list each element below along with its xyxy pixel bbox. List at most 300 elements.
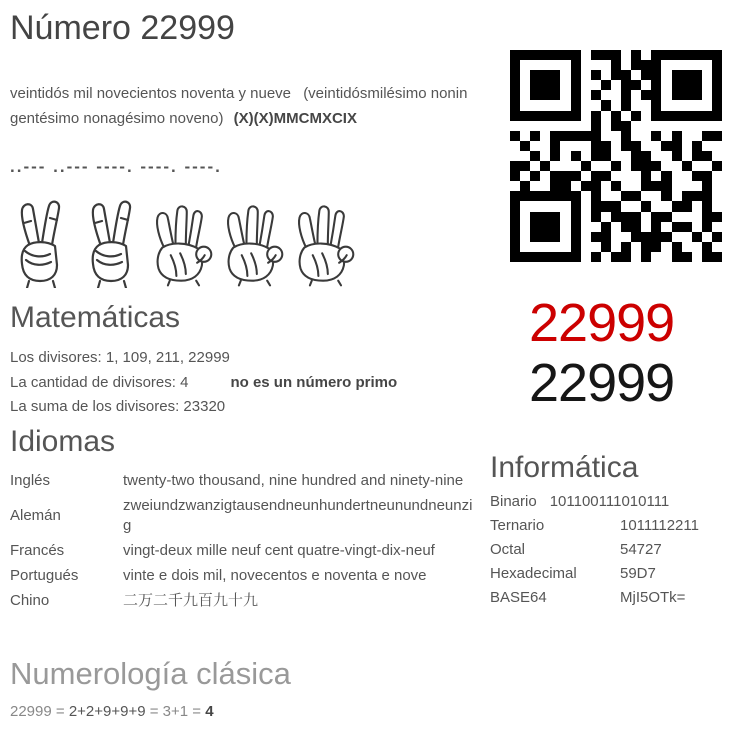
qr-module (530, 161, 540, 171)
qr-module (712, 131, 722, 141)
qr-module (550, 80, 560, 90)
numeral-system-value: MjI5OTk= (620, 589, 686, 606)
qr-module (510, 60, 520, 70)
qr-module (692, 151, 702, 161)
qr-module (540, 222, 550, 232)
qr-module (591, 181, 601, 191)
qr-module (672, 201, 682, 211)
qr-module (571, 212, 581, 222)
qr-module (540, 90, 550, 100)
language-row (10, 468, 473, 493)
formula-digits: 2+2+9+9+9 (68, 703, 146, 720)
qr-module (611, 90, 621, 100)
qr-module (540, 111, 550, 121)
qr-module (520, 181, 530, 191)
qr-module (550, 181, 560, 191)
qr-module (560, 100, 570, 110)
qr-module (712, 171, 722, 181)
qr-module (591, 242, 601, 252)
qr-module (641, 121, 651, 131)
qr-module (621, 70, 631, 80)
qr-module (510, 141, 520, 151)
qr-module (530, 111, 540, 121)
qr-module (661, 171, 671, 181)
qr-module (520, 80, 530, 90)
qr-module (672, 242, 682, 252)
qr-module (510, 201, 520, 211)
qr-module (530, 151, 540, 161)
qr-module (560, 80, 570, 90)
qr-module (702, 100, 712, 110)
qr-module (530, 242, 540, 252)
qr-module (682, 222, 692, 232)
qr-module (571, 201, 581, 211)
qr-module (510, 151, 520, 161)
qr-module (591, 191, 601, 201)
language-label: Chino (10, 592, 50, 609)
qr-module (571, 222, 581, 232)
qr-module (631, 121, 641, 131)
qr-module (692, 70, 702, 80)
page-title: Número 22999 (10, 9, 235, 47)
qr-module (520, 242, 530, 252)
qr-module (550, 232, 560, 242)
qr-module (571, 111, 581, 121)
qr-module (550, 70, 560, 80)
qr-module (591, 80, 601, 90)
qr-module (530, 80, 540, 90)
qr-module (581, 171, 591, 181)
qr-module (611, 212, 621, 222)
qr-module (651, 80, 661, 90)
qr-module (672, 181, 682, 191)
qr-module (661, 60, 671, 70)
numeral-system-row (490, 490, 699, 514)
qr-module (712, 181, 722, 191)
qr-module (560, 252, 570, 262)
qr-module (581, 141, 591, 151)
qr-module (510, 212, 520, 222)
qr-module (530, 252, 540, 262)
language-label: Portugués (10, 567, 79, 584)
qr-module (651, 60, 661, 70)
qr-module (581, 242, 591, 252)
section-heading-matematicas: Matemáticas (10, 301, 181, 334)
qr-module (560, 191, 570, 201)
qr-module (692, 80, 702, 90)
qr-module (702, 50, 712, 60)
qr-module (712, 80, 722, 90)
not-prime-label: no es un número primo (230, 373, 398, 391)
hand-sign-9-icon (292, 196, 358, 288)
qr-module (661, 212, 671, 222)
qr-module (560, 111, 570, 121)
qr-module (560, 131, 570, 141)
qr-module (510, 111, 520, 121)
qr-module (581, 60, 591, 70)
qr-module (621, 181, 631, 191)
qr-module (631, 181, 641, 191)
qr-module (550, 111, 560, 121)
qr-module (641, 161, 651, 171)
qr-module (702, 181, 712, 191)
qr-module (510, 50, 520, 60)
qr-module (692, 131, 702, 141)
qr-module (520, 50, 530, 60)
qr-module (571, 181, 581, 191)
qr-module (702, 191, 712, 201)
qr-module (641, 181, 651, 191)
qr-module (520, 191, 530, 201)
qr-module (692, 111, 702, 121)
formula-mid: = 3+1 = (145, 703, 206, 720)
qr-module (510, 181, 520, 191)
qr-module (621, 161, 631, 171)
qr-module (581, 232, 591, 242)
qr-module (601, 50, 611, 60)
qr-module (692, 90, 702, 100)
qr-module (651, 70, 661, 80)
qr-module (712, 201, 722, 211)
qr-module (581, 50, 591, 60)
qr-module (520, 90, 530, 100)
qr-module (520, 201, 530, 211)
qr-module (571, 70, 581, 80)
qr-module (571, 60, 581, 70)
divisor-sum-line: La suma de los divisores: 23320 (10, 398, 226, 415)
qr-module (631, 232, 641, 242)
qr-module (661, 201, 671, 211)
qr-module (672, 111, 682, 121)
qr-module (621, 151, 631, 161)
matematicas-lines (10, 346, 397, 420)
qr-module (581, 70, 591, 80)
numeral-system-value: 54727 (620, 541, 662, 558)
numeral-system-row (490, 562, 699, 586)
qr-module (712, 50, 722, 60)
qr-module (621, 90, 631, 100)
qr-module (591, 171, 601, 181)
qr-module (672, 131, 682, 141)
language-value: zweiundzwanzigtausendneunhundertneunundneunzig (123, 496, 473, 534)
qr-module (641, 222, 651, 232)
qr-module (560, 201, 570, 211)
qr-module (560, 242, 570, 252)
qr-module (601, 171, 611, 181)
formula-prefix: 22999 = (10, 703, 69, 720)
qr-module (611, 111, 621, 121)
qr-module (641, 171, 651, 181)
qr-module (692, 141, 702, 151)
qr-module (702, 60, 712, 70)
qr-module (682, 60, 692, 70)
qr-module (591, 151, 601, 161)
qr-module (591, 212, 601, 222)
qr-module (601, 121, 611, 131)
qr-module (661, 151, 671, 161)
qr-module (550, 201, 560, 211)
qr-module (550, 121, 560, 131)
qr-module (672, 80, 682, 90)
qr-module (601, 141, 611, 151)
qr-module (631, 100, 641, 110)
qr-module (601, 60, 611, 70)
qr-module (591, 111, 601, 121)
language-value: vinte e dois mil, novecentos e noventa e nove (123, 566, 427, 584)
qr-module (651, 242, 661, 252)
qr-module (651, 181, 661, 191)
qr-module (520, 131, 530, 141)
qr-module (540, 70, 550, 80)
qr-module (661, 222, 671, 232)
hand-sign-2-icon (79, 196, 145, 288)
qr-module (540, 252, 550, 262)
divisor-count-line: La cantidad de divisores: 4 no es un número primo (10, 373, 398, 391)
qr-module (712, 90, 722, 100)
qr-module (611, 121, 621, 131)
qr-module (581, 201, 591, 211)
qr-module (571, 121, 581, 131)
qr-module (510, 191, 520, 201)
qr-module (601, 201, 611, 211)
language-label: Alemán (10, 507, 61, 524)
qr-module (661, 141, 671, 151)
qr-module (661, 90, 671, 100)
numeral-system-label: BASE64 (490, 589, 547, 606)
qr-module (682, 90, 692, 100)
number-in-words (10, 81, 474, 131)
qr-module (540, 60, 550, 70)
qr-module (591, 121, 601, 131)
qr-module (631, 90, 641, 100)
language-row (10, 538, 473, 563)
qr-module (550, 50, 560, 60)
qr-module (540, 141, 550, 151)
qr-module (550, 100, 560, 110)
qr-module (631, 252, 641, 262)
qr-module (641, 50, 651, 60)
qr-module (682, 252, 692, 262)
qr-module (661, 50, 671, 60)
qr-module (530, 100, 540, 110)
qr-module (530, 212, 540, 222)
qr-module (560, 232, 570, 242)
qr-module (702, 171, 712, 181)
qr-module (550, 151, 560, 161)
qr-module (692, 161, 702, 171)
qr-module (672, 171, 682, 181)
qr-module (621, 232, 631, 242)
qr-module (611, 50, 621, 60)
qr-module (702, 90, 712, 100)
numeral-system-value: 101100111010111 (549, 493, 670, 510)
qr-module (702, 232, 712, 242)
qr-module (601, 191, 611, 201)
qr-module (692, 222, 702, 232)
qr-module (672, 161, 682, 171)
qr-module (611, 141, 621, 151)
qr-module (651, 222, 661, 232)
qr-module (560, 171, 570, 181)
qr-module (631, 141, 641, 151)
qr-module (601, 111, 611, 121)
qr-module (560, 212, 570, 222)
numeral-system-row (490, 514, 699, 538)
qr-module (571, 252, 581, 262)
qr-module (591, 201, 601, 211)
qr-module (601, 181, 611, 191)
qr-module (530, 131, 540, 141)
qr-module (712, 222, 722, 232)
qr-module (581, 151, 591, 161)
qr-module (651, 151, 661, 161)
qr-module (611, 80, 621, 90)
qr-module (641, 151, 651, 161)
qr-module (530, 60, 540, 70)
qr-module (530, 121, 540, 131)
qr-module (540, 242, 550, 252)
qr-module (621, 201, 631, 211)
qr-module (682, 201, 692, 211)
qr-module (672, 212, 682, 222)
qr-module (530, 232, 540, 242)
qr-module (621, 100, 631, 110)
qr-module (581, 100, 591, 110)
qr-module (510, 242, 520, 252)
qr-module (672, 151, 682, 161)
qr-module (651, 232, 661, 242)
qr-module (550, 212, 560, 222)
numeral-system-label: Hexadecimal (490, 565, 577, 582)
qr-module (530, 222, 540, 232)
qr-module (651, 131, 661, 141)
numerology-formula (10, 703, 214, 720)
big-number-black: 22999 (529, 353, 675, 413)
qr-module (550, 131, 560, 141)
qr-module (560, 121, 570, 131)
qr-module (651, 50, 661, 60)
qr-module (672, 70, 682, 80)
qr-module (651, 201, 661, 211)
qr-module (611, 201, 621, 211)
qr-module (510, 171, 520, 181)
qr-module (631, 111, 641, 121)
qr-module (581, 161, 591, 171)
qr-module (601, 100, 611, 110)
qr-module (540, 131, 550, 141)
hand-sign-2-icon (8, 196, 74, 288)
qr-module (682, 131, 692, 141)
qr-module (510, 70, 520, 80)
qr-module (651, 191, 661, 201)
qr-module (692, 201, 702, 211)
qr-module (611, 70, 621, 80)
number-words-es: veintidós mil novecientos noventa y nueve (10, 85, 292, 102)
qr-module (712, 121, 722, 131)
qr-module (510, 90, 520, 100)
numeral-system-label: Ternario (490, 517, 545, 534)
qr-module (560, 70, 570, 80)
qr-module (641, 111, 651, 121)
qr-module (571, 171, 581, 181)
section-heading-idiomas: Idiomas (10, 425, 116, 458)
qr-module (712, 141, 722, 151)
qr-module (591, 100, 601, 110)
qr-module (712, 242, 722, 252)
qr-module (672, 191, 682, 201)
qr-module (560, 151, 570, 161)
qr-module (581, 181, 591, 191)
qr-module (540, 232, 550, 242)
qr-module (661, 252, 671, 262)
qr-module (641, 201, 651, 211)
big-number-red: 22999 (529, 293, 675, 353)
qr-module (682, 232, 692, 242)
qr-module (550, 242, 560, 252)
qr-module (631, 60, 641, 70)
qr-module (520, 161, 530, 171)
qr-module (682, 50, 692, 60)
languages-table (10, 468, 473, 613)
language-row (10, 493, 473, 538)
qr-module (631, 212, 641, 222)
qr-module (702, 111, 712, 121)
qr-module (540, 121, 550, 131)
qr-module (631, 70, 641, 80)
qr-module (510, 100, 520, 110)
qr-module (692, 212, 702, 222)
qr-module (601, 70, 611, 80)
qr-module (550, 141, 560, 151)
qr-module (661, 121, 671, 131)
qr-module (641, 141, 651, 151)
qr-module (631, 171, 641, 181)
qr-module (702, 80, 712, 90)
numeral-systems-table (490, 490, 699, 610)
qr-module (641, 232, 651, 242)
qr-module (621, 60, 631, 70)
qr-module (641, 100, 651, 110)
qr-module (591, 252, 601, 262)
qr-module (702, 161, 712, 171)
qr-module (520, 171, 530, 181)
qr-module (601, 252, 611, 262)
qr-module (591, 90, 601, 100)
hand-signs-row (8, 196, 358, 288)
qr-module (702, 121, 712, 131)
qr-module (682, 100, 692, 110)
qr-module (601, 161, 611, 171)
qr-module (702, 141, 712, 151)
qr-module (661, 111, 671, 121)
qr-module (510, 80, 520, 90)
qr-module (591, 70, 601, 80)
qr-module (550, 171, 560, 181)
qr-module (641, 80, 651, 90)
qr-module (641, 131, 651, 141)
qr-module (581, 212, 591, 222)
qr-module (621, 171, 631, 181)
qr-module (641, 242, 651, 252)
qr-module (692, 242, 702, 252)
qr-module (540, 181, 550, 191)
qr-module (712, 111, 722, 121)
section-heading-numerologia: Numerología clásica (10, 656, 291, 691)
qr-module (510, 131, 520, 141)
qr-module (692, 232, 702, 242)
qr-module (591, 60, 601, 70)
qr-module (540, 171, 550, 181)
